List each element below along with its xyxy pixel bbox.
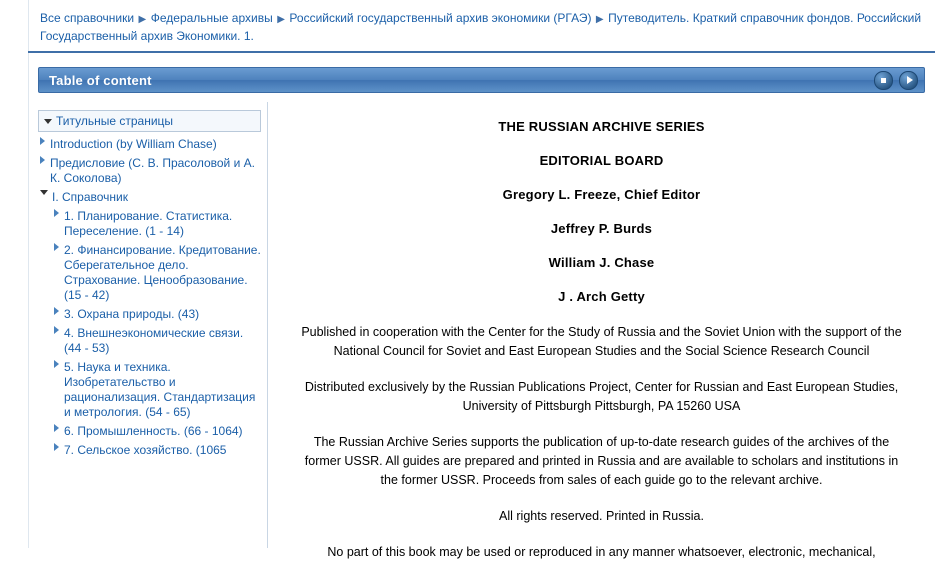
toc-item-label: Предисловие (С. В. Прасоловой и А. К. Соколова) bbox=[50, 156, 255, 185]
toc-item-spravochnik[interactable] bbox=[38, 190, 261, 205]
chevron-right-icon bbox=[40, 137, 45, 145]
toc-item-section-4[interactable] bbox=[38, 326, 261, 356]
chevron-right-icon bbox=[54, 307, 59, 315]
chevron-right-icon bbox=[54, 209, 59, 217]
document-paragraph-series-support: The Russian Archive Series supports the publication of up-to-date research guides of the archives of the former USSR. All guides are prepared and printed in Russia and are available to scholars and institutions in the former USSR. Proceeds from sales of each guide go to the relevant archive. bbox=[304, 435, 899, 487]
chevron-right-icon bbox=[54, 326, 59, 334]
toc-item-section-3[interactable] bbox=[38, 307, 261, 322]
chevron-right-icon bbox=[137, 11, 147, 28]
chevron-down-icon bbox=[44, 119, 52, 124]
play-triangle-icon[interactable] bbox=[899, 71, 918, 90]
breadcrumb-item-guide[interactable]: Путеводитель. Краткий справочник фондов. Российский Государственный архив Экономики. 1. bbox=[40, 11, 922, 43]
content-area bbox=[28, 102, 935, 559]
document-viewer bbox=[268, 102, 935, 559]
chevron-right-icon bbox=[276, 11, 286, 28]
chevron-right-icon bbox=[595, 11, 605, 28]
toc-item-section-7[interactable] bbox=[38, 443, 261, 458]
chevron-right-icon bbox=[40, 156, 45, 164]
toc-item-section-5[interactable] bbox=[38, 360, 261, 420]
toc-item-label: 7. Сельское хозяйство. (1065 bbox=[64, 443, 227, 457]
toc-item-section-6[interactable] bbox=[38, 424, 261, 439]
left-gutter bbox=[0, 0, 29, 548]
stop-square-icon[interactable] bbox=[874, 71, 893, 90]
toc-list bbox=[38, 110, 261, 458]
toc-item-label: 6. Промышленность. (66 - 1064) bbox=[64, 424, 243, 438]
document-paragraph-rights: All rights reserved. Printed in Russia. bbox=[499, 509, 704, 523]
page-root bbox=[28, 0, 935, 559]
toc-item-section-1[interactable] bbox=[38, 209, 261, 239]
chevron-right-icon bbox=[54, 424, 59, 432]
stop-square-glyph bbox=[881, 78, 886, 83]
document-heading-editorial-board: EDITORIAL BOARD bbox=[539, 153, 664, 168]
toc-item-label: Introduction (by William Chase) bbox=[50, 137, 217, 151]
document-editor-burds: Jeffrey P. Burds bbox=[550, 221, 653, 236]
breadcrumb-item-federal-archives[interactable]: Федеральные архивы bbox=[150, 11, 273, 25]
chevron-right-icon bbox=[54, 243, 59, 251]
toc-sidebar[interactable] bbox=[28, 102, 268, 548]
chevron-right-icon bbox=[54, 443, 59, 451]
document-editor-chief: Gregory L. Freeze, Chief Editor bbox=[502, 187, 701, 202]
toc-item-introduction[interactable] bbox=[38, 137, 261, 152]
breadcrumb-item-rgae[interactable]: Российский государственный архив экономики (РГАЭ) bbox=[289, 11, 592, 25]
toc-item-preface[interactable] bbox=[38, 156, 261, 186]
toc-item-section-2[interactable] bbox=[38, 243, 261, 303]
breadcrumb-item-all-guides[interactable]: Все справочники bbox=[40, 11, 135, 25]
play-triangle-glyph bbox=[907, 76, 913, 84]
toc-item-title-pages[interactable] bbox=[38, 110, 261, 132]
toc-item-label: I. Справочник bbox=[52, 190, 128, 204]
toc-item-label: 3. Охрана природы. (43) bbox=[64, 307, 200, 321]
document-paragraph-reproduction: No part of this book may be used or reproduced in any manner whatsoever, electronic, mechanical, bbox=[327, 545, 876, 559]
table-of-content-title: Table of content bbox=[49, 72, 152, 88]
chevron-down-icon bbox=[40, 190, 48, 195]
toc-bar-tools bbox=[874, 71, 918, 90]
chevron-right-icon bbox=[54, 360, 59, 368]
document-editor-getty: J . Arch Getty bbox=[558, 289, 645, 304]
toc-item-label: 5. Наука и техника. Изобретательство и рационализация. Стандартизация и метрология. (54 - 65) bbox=[64, 360, 256, 419]
document-paragraph-distribution: Distributed exclusively by the Russian Publications Project, Center for Russian and East European Studies, University of Pittsburgh Pittsburgh, PA 15260 USA bbox=[304, 380, 899, 413]
toc-item-label: Титульные страницы bbox=[56, 114, 174, 128]
toc-item-label: 4. Внешнеэкономические связи. (44 - 53) bbox=[64, 326, 244, 355]
breadcrumb bbox=[28, 0, 935, 53]
toc-item-label: 1. Планирование. Статистика. Переселение. (1 - 14) bbox=[64, 209, 233, 238]
document-paragraph-cooperation: Published in cooperation with the Center for the Study of Russia and the Soviet Union with the support of the National Council for Soviet and East European Studies and the Social Science Research Council bbox=[301, 325, 902, 358]
toc-item-label: 2. Финансирование. Кредитование. Сберегательное дело. Страхование. Ценообразование. (15 - 42) bbox=[64, 243, 261, 302]
document-heading-series: THE RUSSIAN ARCHIVE SERIES bbox=[498, 119, 705, 134]
document-editor-chase: William J. Chase bbox=[548, 255, 655, 270]
table-of-content-bar bbox=[38, 67, 925, 93]
